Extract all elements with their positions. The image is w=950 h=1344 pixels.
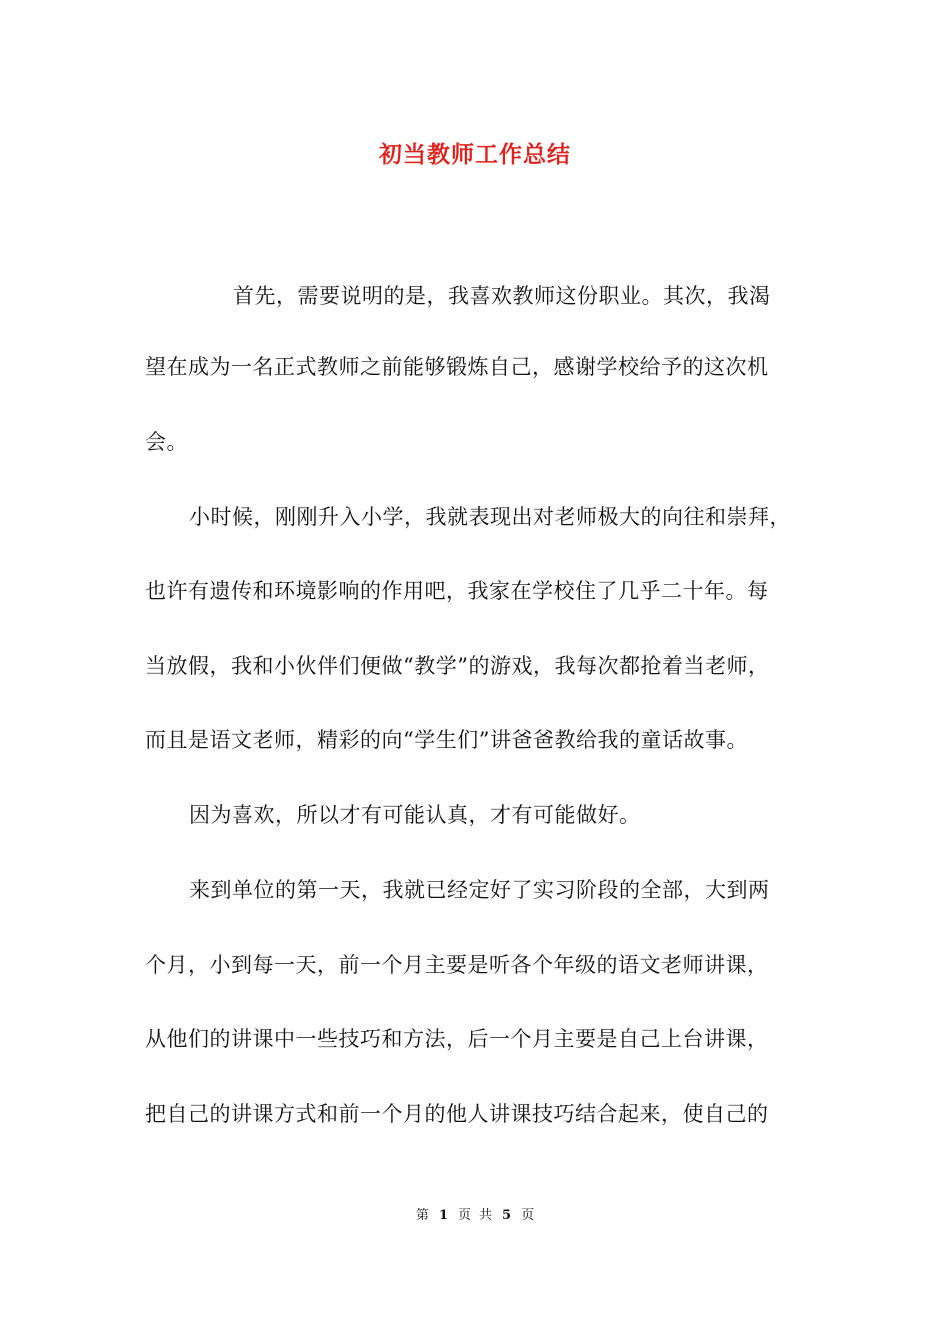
footer-prefix: 第 — [415, 1208, 429, 1223]
paragraph-4-line-3: 从他们的讲课中一些技巧和方法，后一个月主要是自己上台讲课， — [145, 1027, 769, 1051]
paragraph-4-line-2: 个月，小到每一天，前一个月主要是听各个年级的语文老师讲课， — [145, 953, 769, 977]
footer-total-pages: 5 — [502, 1208, 512, 1223]
paragraph-3-line-1: 因为喜欢，所以才有可能认真，才有可能做好。 — [189, 803, 641, 827]
paragraph-1-line-1: 首先，需要说明的是，我喜欢教师这份职业。其次，我渴 — [233, 284, 771, 308]
paragraph-2-line-4: 而且是语文老师，精彩的向“学生们”讲爸爸教给我的童话故事。 — [145, 728, 748, 752]
footer-current-page: 1 — [438, 1208, 448, 1223]
footer-total-word: 共 — [479, 1208, 493, 1223]
paragraph-1-line-3: 会。 — [145, 430, 188, 454]
paragraph-2-line-3: 当放假，我和小伙伴们便做“教学”的游戏，我每次都抢着当老师， — [145, 654, 770, 678]
footer-page-word: 页 — [457, 1208, 471, 1223]
paragraph-1-line-2: 望在成为一名正式教师之前能够锻炼自己，感谢学校给予的这次机 — [145, 355, 769, 379]
page-footer — [0, 1206, 950, 1226]
footer-suffix: 页 — [521, 1208, 535, 1223]
paragraph-2-line-2: 也许有遗传和环境影响的作用吧，我家在学校住了几乎二十年。每 — [145, 579, 769, 603]
paragraph-4-line-4: 把自己的讲课方式和前一个月的他人讲课技巧结合起来，使自己的 — [145, 1102, 769, 1126]
paragraph-2-line-1: 小时候，刚刚升入小学，我就表现出对老师极大的向往和崇拜， — [189, 505, 791, 529]
paragraph-4-line-1: 来到单位的第一天，我就已经定好了实习阶段的全部，大到两 — [189, 878, 770, 902]
document-title: 初当教师工作总结 — [379, 141, 571, 168]
